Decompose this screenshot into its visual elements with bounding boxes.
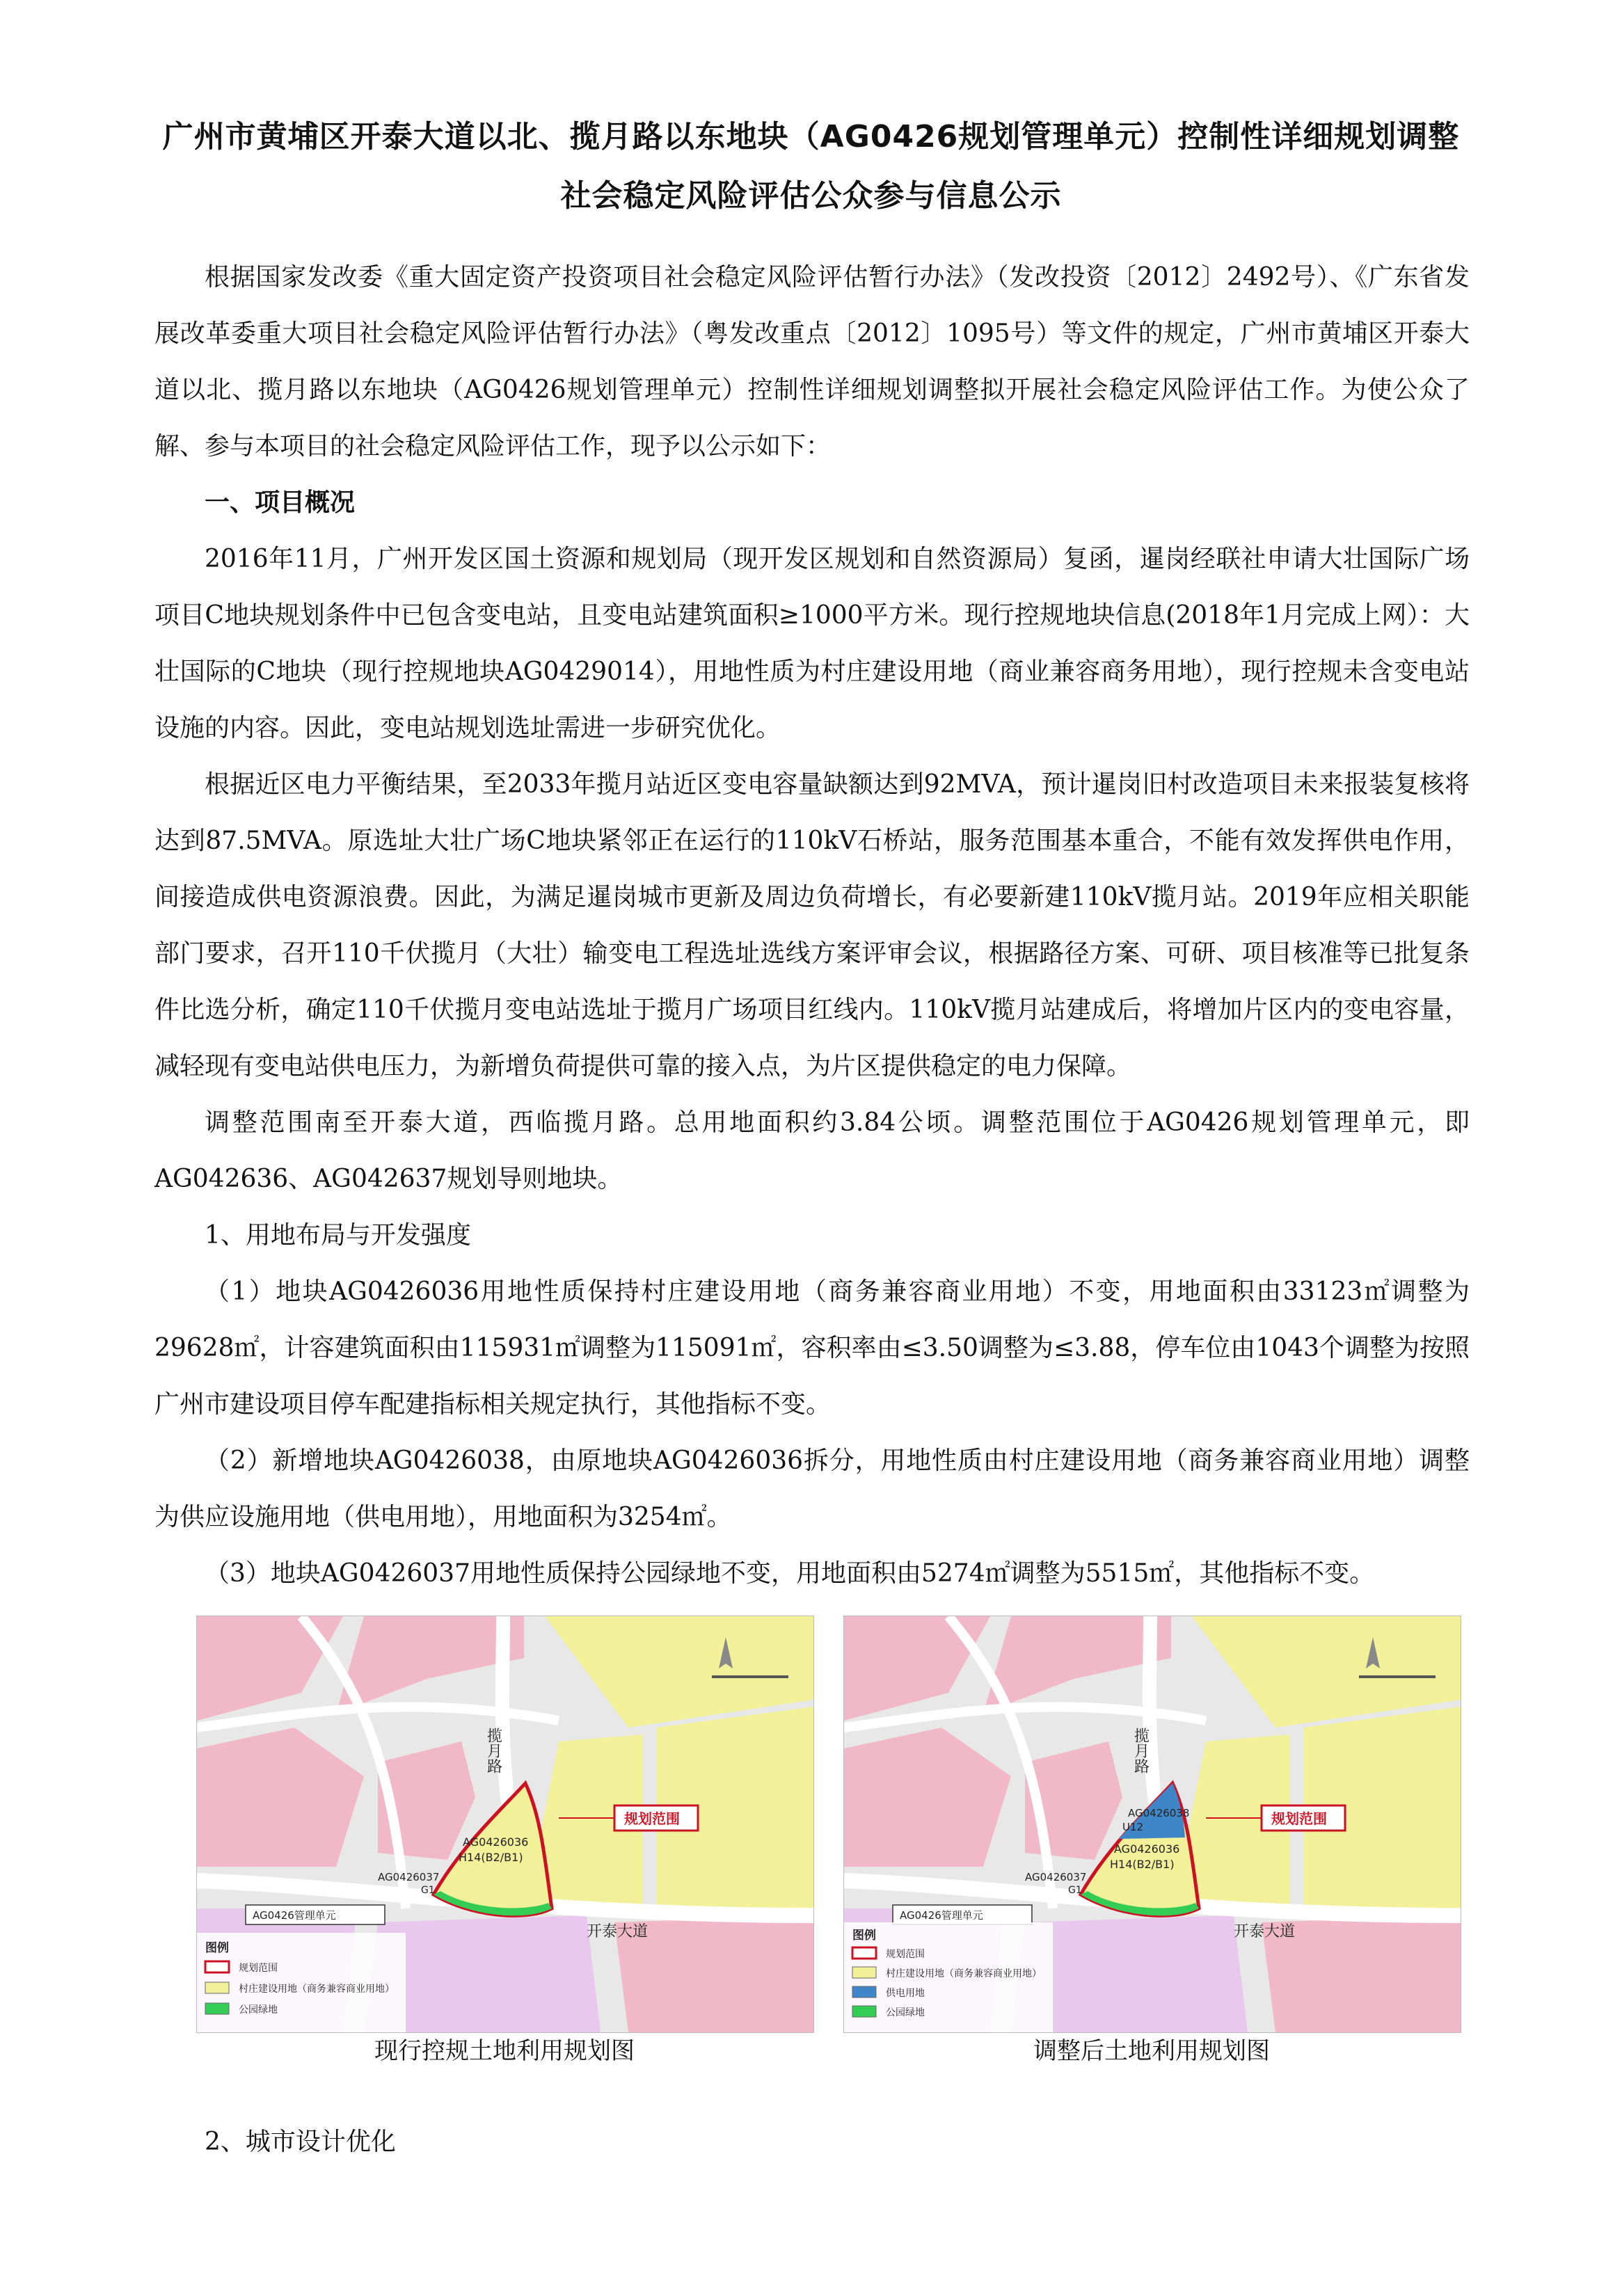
map-current-svg (197, 1616, 813, 2032)
caption-adjusted-map: 调整后土地利用规划图 (1033, 2037, 1270, 2065)
paragraph: 2016年11月，广州开发区国土资源和规划局（现开发区规划和自然资源局）复函，暹岗经联社申请大壮国际广场项目C地块规划条件中已包含变电站，且变电站建筑面积≥1000平方米。现行控规地块信息(2018年1月完成上网）：大壮国际的C地块（现行控规地块AG0429014），用地性质为村庄建设用地（商业兼容商务用地），现行控规未含变电站设施的内容。因此，变电站规划选址需进一步研究优化。 (154, 545, 1470, 742)
plot-new-id-label: AG0426038 (1128, 1807, 1190, 1819)
map-adjusted-svg (844, 1616, 1461, 2032)
legend-item: 公园绿地 (239, 2004, 278, 2016)
legend-item: 公园绿地 (886, 2007, 925, 2018)
paragraph: （2）新增地块AG0426038，由原地块AG0426036拆分，用地性质由村庄建设用地（商务兼容商业用地）调整为供应设施用地（供电用地），用地面积为3254㎡。 (154, 1446, 1470, 1531)
legend-title: 图例 (852, 1929, 876, 1943)
section-heading: 一、项目概况 (205, 488, 356, 517)
subheading-urban-design: 2、城市设计优化 (205, 2128, 396, 2156)
legend-item: 村庄建设用地（商务兼容商业用地） (239, 1984, 395, 1995)
plot-code-label: H14(B2/B1) (459, 1851, 523, 1864)
body-text (154, 249, 1470, 1602)
road-name-south: 开泰大道 (587, 1923, 649, 1940)
legend-swatch-scope (205, 1961, 229, 1972)
title-line-2: 社会稳定风险评估公众参与信息公示 (560, 178, 1062, 214)
legend-item: 供电用地 (886, 1988, 925, 1999)
legend-swatch-yellow (852, 1967, 876, 1978)
legend-item: 规划范围 (239, 1963, 278, 1974)
legend-swatch-green (205, 2003, 229, 2014)
paragraph: （3）地块AG0426037用地性质保持公园绿地不变，用地面积由5274㎡调整为5515㎡，其他指标不变。 (205, 1559, 1375, 1588)
plot-new-code-label: U12 (1122, 1821, 1144, 1833)
map-adjusted (843, 1616, 1461, 2033)
paragraph: 根据近区电力平衡结果，至2033年揽月站近区变电容量缺额达到92MVA，预计暹岗旧村改造项目未来报装复核将达到87.5MVA。原选址大壮广场C地块紧邻正在运行的110kV石桥站，服务范围基本重合，不能有效发挥供电作用，间接造成供电资源浪费。因此，为满足暹岗城市更新及周边负荷增长，有必要新建110kV揽月站。2019年应相关职能部门要求，召开110千伏揽月（大壮）输变电工程选址选线方案评审会议，根据路径方案、可研、项目核准等已批复条件比选分析，确定110千伏揽月变电站选址于揽月广场项目红线内。110kV揽月站建成后，将增加片区内的变电容量，减轻现有变电站供电压力，为新增负荷提供可靠的接入点，为片区提供稳定的电力保障。 (154, 770, 1470, 1081)
road-name-north: 揽月路 (484, 1728, 502, 1773)
plot-id-label: AG0426036 (463, 1835, 529, 1849)
scope-label: 规划范围 (1271, 1810, 1327, 1827)
road-name-south: 开泰大道 (1234, 1923, 1296, 1940)
caption-current-map: 现行控规土地利用规划图 (374, 2037, 635, 2065)
scope-label: 规划范围 (624, 1810, 680, 1827)
plot-code-label: H14(B2/B1) (1110, 1858, 1175, 1871)
unit-label: AG0426管理单元 (900, 1909, 983, 1922)
title-line-1: 广州市黄埔区开泰大道以北、揽月路以东地块（AG0426规划管理单元）控制性详细规划调整 (162, 119, 1460, 154)
legend-item: 村庄建设用地（商务兼容商业用地） (886, 1968, 1042, 1979)
paragraph: 根据国家发改委《重大固定资产投资项目社会稳定风险评估暂行办法》（发改投资〔2012〕2492号）、《广东省发展改革委重大项目社会稳定风险评估暂行办法》（粤发改重点〔2012〕1095号）等文件的规定，广州市黄埔区开泰大道以北、揽月路以东地块（AG0426规划管理单元）控制性详细规划调整拟开展社会稳定风险评估工作。为使公众了解、参与本项目的社会稳定风险评估工作，现予以公示如下： (154, 263, 1470, 461)
road-name-north: 揽月路 (1131, 1728, 1150, 1773)
paragraph: 1、用地布局与开发强度 (205, 1221, 471, 1250)
paragraph: （1）地块AG0426036用地性质保持村庄建设用地（商务兼容商业用地）不变，用地面积由33123㎡调整为29628㎡，计容建筑面积由115931㎡调整为115091㎡，容积率由≤3.50调整为≤3.88，停车位由1043个调整为按照广州市建设项目停车配建指标相关规定执行，其他指标不变。 (154, 1277, 1470, 1419)
plot-green-code-label: G1 (421, 1885, 435, 1896)
paragraph: 调整范围南至开泰大道，西临揽月路。总用地面积约3.84公顷。调整范围位于AG0426规划管理单元，即AG042636、AG042637规划导则地块。 (154, 1108, 1470, 1193)
unit-label: AG0426管理单元 (253, 1909, 336, 1922)
plot-green-id-label: AG0426037 (1025, 1871, 1087, 1883)
plot-green-code-label: G1 (1068, 1885, 1082, 1896)
legend-swatch-blue (852, 1986, 876, 1998)
plot-green-id-label: AG0426037 (378, 1871, 440, 1883)
legend-item: 规划范围 (886, 1949, 925, 1960)
plot-id-label: AG0426036 (1114, 1842, 1180, 1856)
legend-swatch-green (852, 2006, 876, 2017)
legend-swatch-yellow (205, 1982, 229, 1993)
legend-swatch-scope (852, 1947, 876, 1959)
map-current (196, 1616, 814, 2033)
legend-title: 图例 (205, 1941, 229, 1955)
